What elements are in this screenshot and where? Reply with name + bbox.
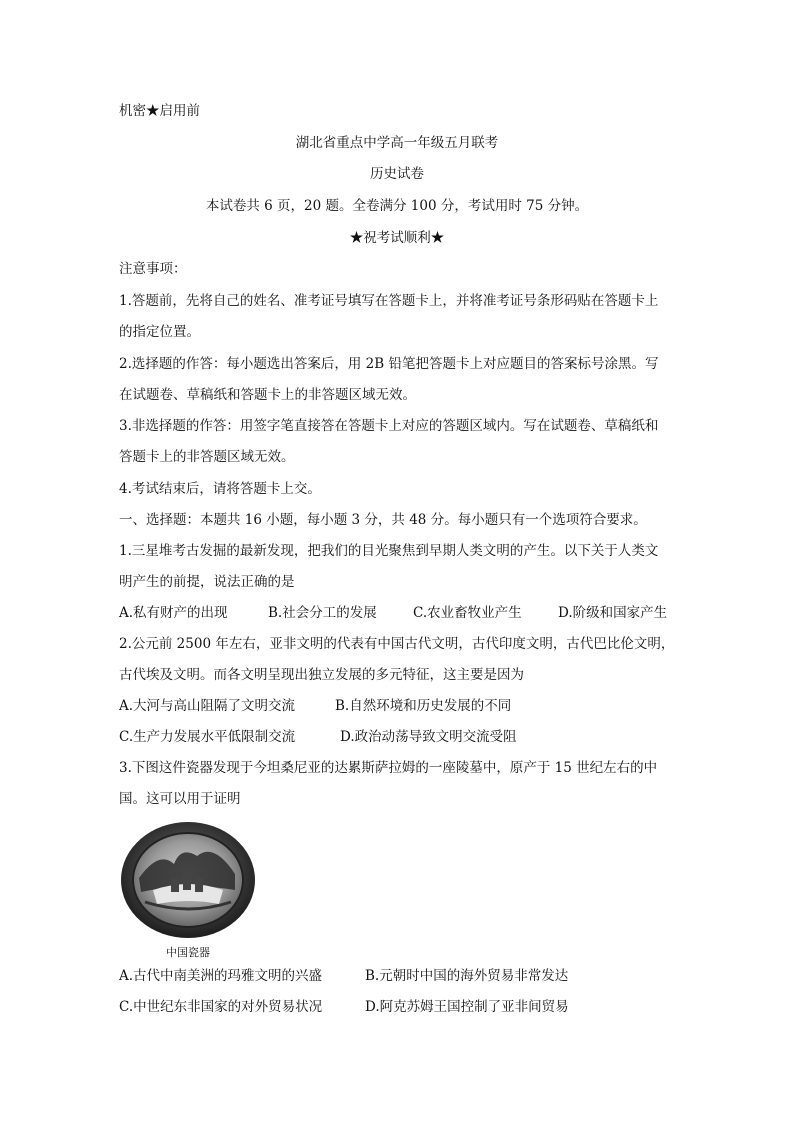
question-3-line-2: 国。这可以用于证明 bbox=[119, 791, 241, 807]
note-3-line-2: 答题卡上的非答题区域无效。 bbox=[119, 449, 295, 465]
confidential-label: 机密★启用前 bbox=[119, 103, 200, 119]
q2-option-a: A.大河与高山阻隔了文明交流 bbox=[119, 698, 296, 714]
exam-title: 湖北省重点中学高一年级五月联考 bbox=[295, 135, 499, 151]
question-3-line-1: 3.下图这件瓷器发现于今坦桑尼亚的达累斯萨拉姆的一座陵墓中，原产于 15 世纪左右的中 bbox=[119, 760, 658, 776]
exam-info: 本试卷共 6 页，20 题。全卷满分 100 分，考试用时 75 分钟。 bbox=[205, 198, 589, 214]
porcelain-figure bbox=[119, 820, 257, 960]
q2-option-c: C.生产力发展水平低限制交流 bbox=[119, 729, 296, 745]
q1-option-a: A.私有财产的出现 bbox=[119, 605, 228, 621]
note-1-line-1: 1.答题前，先将自己的姓名、准考证号填写在答题卡上，并将准考证号条形码贴在答题卡上 bbox=[119, 293, 659, 309]
q2-option-b: B.自然环境和历史发展的不同 bbox=[335, 698, 512, 714]
q1-option-c: C.农业畜牧业产生 bbox=[413, 605, 522, 621]
q1-option-b: B.社会分工的发展 bbox=[268, 605, 377, 621]
porcelain-plate-image bbox=[119, 820, 257, 940]
figure-caption: 中国瓷器 bbox=[166, 946, 210, 959]
q3-option-c: C.中世纪东非国家的对外贸易状况 bbox=[119, 999, 323, 1015]
note-1-line-2: 的指定位置。 bbox=[119, 324, 200, 340]
note-3-line-1: 3.非选择题的作答：用签字笔直接答在答题卡上对应的答题区域内。写在试题卷、草稿纸和 bbox=[119, 418, 659, 434]
q3-option-b: B.元朝时中国的海外贸易非常发达 bbox=[365, 968, 569, 984]
q3-option-d: D.阿克苏姆王国控制了亚非间贸易 bbox=[365, 999, 569, 1015]
question-1-line-1: 1.三星堆考古发掘的最新发现，把我们的目光聚焦到早期人类文明的产生。以下关于人类文 bbox=[119, 543, 659, 559]
good-luck-note: ★祝考试顺利★ bbox=[349, 230, 445, 246]
q2-option-d: D.政治动荡导致文明交流受阻 bbox=[340, 729, 517, 745]
question-1-line-2: 明产生的前提，说法正确的是 bbox=[119, 574, 295, 590]
q3-option-a: A.古代中南美洲的玛雅文明的兴盛 bbox=[119, 968, 323, 984]
subject-title: 历史试卷 bbox=[370, 166, 424, 182]
notes-heading: 注意事项： bbox=[119, 261, 187, 277]
section-1-heading: 一、选择题：本题共 16 小题，每小题 3 分，共 48 分。每小题只有一个选项符合要求。 bbox=[119, 512, 647, 528]
question-2-line-2: 古代埃及文明。而各文明呈现出独立发展的多元特征，这主要是因为 bbox=[119, 667, 524, 683]
note-2-line-1: 2.选择题的作答：每小题选出答案后，用 2B 铅笔把答题卡上对应题目的答案标号涂黑。写 bbox=[119, 356, 659, 372]
note-2-line-2: 在试题卷、草稿纸和答题卡上的非答题区域无效。 bbox=[119, 387, 416, 403]
note-4: 4.考试结束后，请将答题卡上交。 bbox=[119, 481, 321, 497]
q1-option-d: D.阶级和国家产生 bbox=[558, 605, 668, 621]
question-2-line-1: 2.公元前 2500 年左右，亚非文明的代表有中国古代文明，古代印度文明，古代巴比伦文明， bbox=[119, 636, 675, 652]
